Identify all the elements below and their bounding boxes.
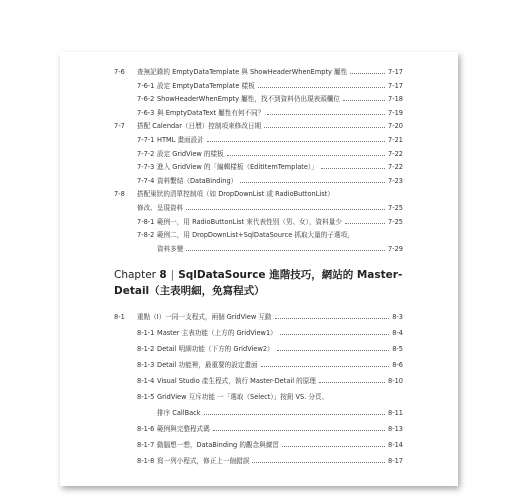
toc-entry-page: 7-17 [388, 81, 403, 90]
chapter-separator: | [170, 269, 175, 281]
toc-entry-title: Master 主表功能（上方的 GridView1） [157, 329, 277, 337]
toc-leader-dots [264, 127, 385, 128]
toc-entry-page: 8-14 [388, 441, 403, 449]
toc-entry-title: 設定 EmptyDataTemplate 樣板 [157, 81, 255, 90]
toc-entry-number: 8-1-1 [137, 329, 155, 337]
toc-entry-title: ShowHeaderWhenEmpty 屬性，找不到資料仍出現表頭欄位 [157, 95, 340, 104]
toc-entry-title: HTML 畫面設計 [157, 136, 204, 144]
toc-entry-title: 搭配巢狀的清單控制項（如 DropDownList 或 RadioButtonList） [137, 190, 334, 199]
toc-entry [60, 121, 458, 131]
toc-leader-dots [186, 250, 385, 251]
toc-entry [60, 67, 458, 77]
toc-entry-page: 8-5 [392, 345, 403, 353]
toc-entry [60, 244, 458, 254]
toc-entry-number: 7-8 [114, 190, 125, 199]
toc-leader-dots [345, 223, 385, 224]
toc-entry-number: 7-7-3 [137, 163, 155, 172]
toc-leader-dots [319, 382, 385, 383]
toc-leader-dots [277, 350, 389, 351]
toc-entry [60, 344, 458, 354]
toc-entry-title: 範例一，用 RadioButtonList 來代表性別（男、女），資料量少 [157, 217, 342, 226]
toc-leader-dots [240, 182, 385, 183]
toc-entry-page: 7-22 [388, 149, 403, 158]
toc-entry-number: 8-1-3 [137, 361, 155, 369]
toc-entry [60, 135, 458, 145]
toc-leader-dots [186, 209, 385, 210]
toc-entry-page: 7-19 [388, 108, 403, 117]
toc-leader-dots [321, 168, 385, 169]
toc-entry-title: 資料多變 [157, 244, 184, 253]
toc-entry [60, 176, 458, 186]
toc-entry-title: Detail 功能裡，最重要的設定畫面 [157, 361, 258, 369]
toc-entry-number: 8-1-7 [137, 441, 155, 449]
toc-entry-title: 資料繫結（DataBinding） [157, 176, 238, 185]
toc-entry-number: 8-1-5 [137, 393, 155, 401]
toc-entry-title: 寫一列小程式，修正上一個錯誤 [157, 457, 250, 465]
toc-entry [60, 149, 458, 159]
toc-leader-dots [280, 334, 389, 335]
toc-entry-number: 8-1-8 [137, 457, 155, 465]
toc-leader-dots [275, 318, 389, 319]
toc-entry-title: 搭配 Calendar（日曆）控制項來修改日期 [137, 122, 262, 131]
toc-entry [60, 203, 458, 213]
chapter-title-line-1 [114, 263, 414, 283]
toc-entry-number: 7-7-1 [137, 136, 155, 144]
toc-entry-number: 7-6-3 [137, 108, 155, 117]
chapter-heading [114, 263, 414, 299]
toc-entry-title: 排序 CallBack [157, 409, 201, 417]
toc-entry [60, 392, 458, 402]
toc-entry-number: 7-8-2 [137, 231, 155, 240]
toc-entry [60, 424, 458, 434]
toc-leader-dots [207, 141, 385, 142]
toc-entry-page: 8-3 [392, 313, 403, 321]
toc-entry-page: 8-6 [392, 361, 403, 369]
toc-entry-page: 8-17 [388, 457, 403, 465]
toc-leader-dots [261, 366, 389, 367]
toc-entry-number: 7-6-1 [137, 81, 155, 90]
toc-entry-number: 7-7 [114, 122, 125, 131]
chapter-label: Chapter 8 [114, 269, 167, 281]
toc-leader-dots [282, 446, 385, 447]
toc-leader-dots [227, 155, 385, 156]
toc-entry-title: GridView 互斥功能 一「選取（Select）」按鈕 VS. 分頁、 [157, 393, 329, 401]
toc-entry-page: 7-18 [388, 95, 403, 104]
toc-leader-dots [267, 114, 385, 115]
toc-entry-number: 7-8-1 [137, 217, 155, 226]
toc-entry [60, 189, 458, 199]
toc-entry-title: 進入 GridView 的「編輯樣板（EditItemTemplate）」 [157, 163, 318, 172]
book-page [60, 52, 458, 486]
toc-entry-title: 範例二，用 DropDownList+SqlDataSource 抓取大量的子選項， [157, 231, 354, 240]
toc-entry-number: 7-6 [114, 68, 125, 76]
chapter-title-continued: Detail（主表明細，免寫程式） [114, 285, 265, 297]
toc-entry-number: 8-1-4 [137, 377, 155, 385]
toc-leader-dots [204, 414, 385, 415]
toc-entry-page: 7-23 [388, 176, 403, 185]
toc-entry-page: 7-20 [388, 122, 403, 131]
toc-entry-title: 範例與完整程式碼 [157, 425, 210, 433]
toc-entry [60, 456, 458, 466]
toc-entry-page: 7-29 [388, 244, 403, 253]
toc-entry-page: 8-10 [388, 377, 403, 385]
toc-entry-page: 7-25 [388, 217, 403, 226]
toc-entry-title: 動腦想一想，DataBinding 的觀念與練習 [157, 441, 279, 449]
toc-entry [60, 230, 458, 240]
toc-entry [60, 440, 458, 450]
toc-entry-title: 修改、呈現資料 [137, 204, 184, 212]
toc-entry [60, 312, 458, 322]
toc-entry-title: 重點（I）一同一支程式，兩個 GridView 互動 [137, 313, 272, 321]
toc-entry-title: 與 EmptyDataText 屬性有何不同？ [157, 108, 265, 117]
toc-entry-title: Visual Studio 產生程式，執行 Master-Detail 的原理 [157, 377, 316, 385]
toc-entry [60, 328, 458, 338]
toc-entry-title: Detail 明細功能（下方的 GridView2） [157, 345, 274, 353]
toc-entry-page: 7-22 [388, 163, 403, 172]
toc-entry-page: 8-11 [388, 409, 403, 417]
toc-entry-number: 8-1 [114, 313, 125, 321]
toc-entry-page: 8-13 [388, 425, 403, 433]
toc-leader-dots [258, 87, 385, 88]
toc-entry [60, 408, 458, 418]
toc-entry-page: 7-17 [388, 68, 403, 76]
toc-entry-title: 查無記錄的 EmptyDataTemplate 與 ShowHeaderWhenEmpty 屬性 [137, 68, 348, 76]
toc-entry-number: 7-7-4 [137, 176, 155, 185]
toc-leader-dots [350, 73, 385, 74]
toc-leader-dots [252, 462, 385, 463]
toc-entry-number: 7-7-2 [137, 149, 155, 158]
toc-entry-title: 設定 GridView 的樣板 [157, 149, 224, 158]
toc-entry-page: 7-21 [388, 136, 403, 144]
toc-entry-number: 7-6-2 [137, 95, 155, 104]
toc-entry [60, 376, 458, 386]
toc-entry-number: 8-1-6 [137, 425, 155, 433]
toc-entry [60, 94, 458, 104]
toc-entry [60, 217, 458, 227]
toc-entry-page: 7-25 [388, 204, 403, 212]
toc-entry [60, 81, 458, 91]
toc-entry [60, 360, 458, 370]
chapter-title: SqlDataSource 進階技巧，網站的 Master- [178, 269, 403, 281]
toc-entry-page: 8-4 [392, 329, 403, 337]
toc-entry [60, 162, 458, 172]
toc-entry [60, 108, 458, 118]
toc-entry-number: 8-1-2 [137, 345, 155, 353]
toc-leader-dots [213, 430, 385, 431]
toc-leader-dots [343, 100, 385, 101]
